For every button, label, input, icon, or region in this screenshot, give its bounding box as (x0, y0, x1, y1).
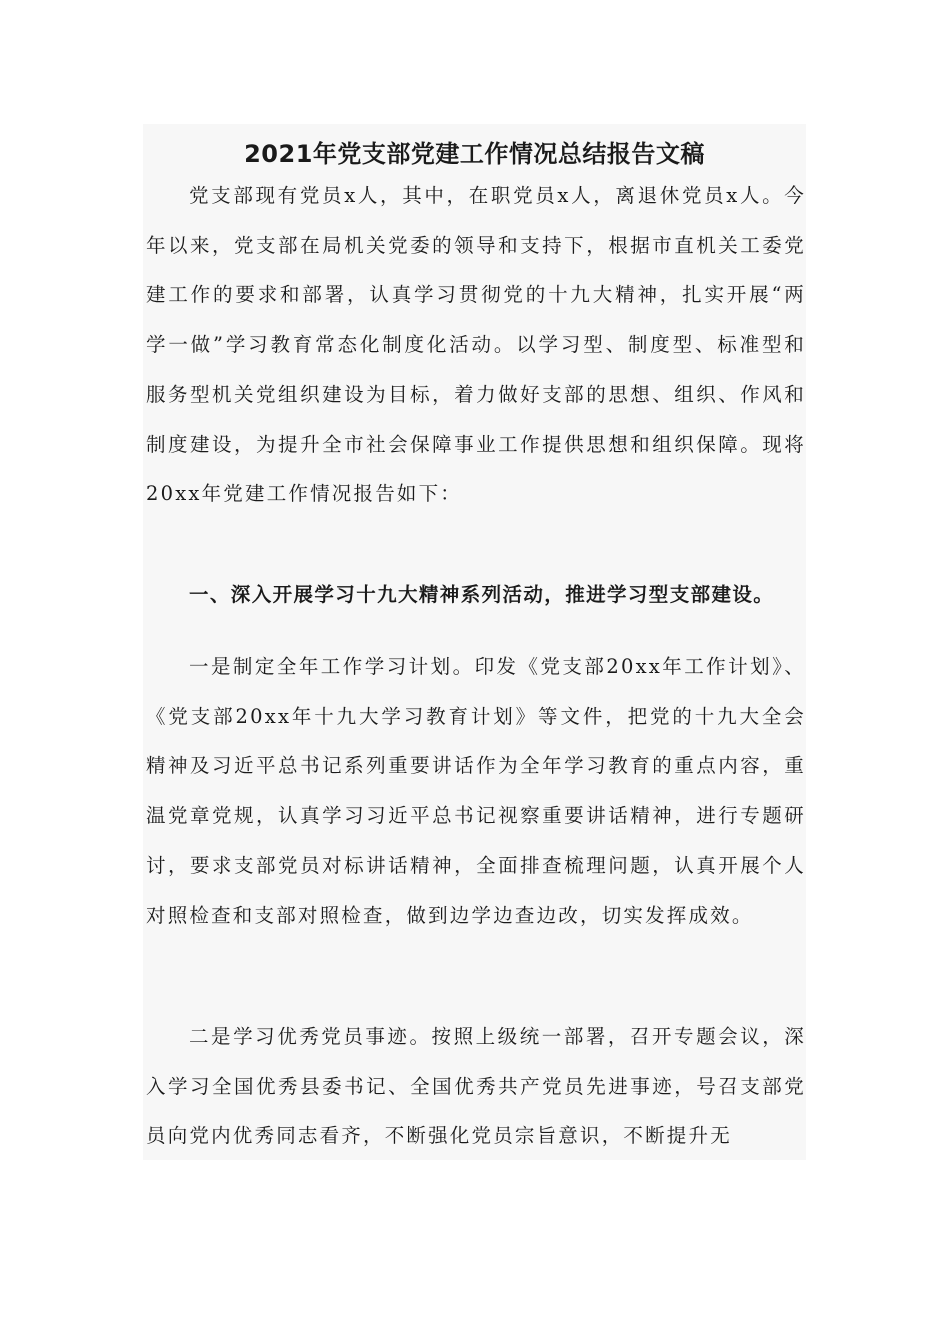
body-paragraph-1: 一是制定全年工作学习计划。印发《党支部20xx年工作计划》、《党支部20xx年十九大学习教育计划》等文件，把党的十九大全会精神及习近平总书记系列重要讲话作为全年学习教育的重点内容，重温党章党规，认真学习习近平总书记视察重要讲话精神，进行专题研讨，要求支部党员对标讲话精神，全面排查梳理问题，认真开展个人对照检查和支部对照检查，做到边学边查边改，切实发挥成效。 (146, 655, 806, 927)
body-paragraph-2: 二是学习优秀党员事迹。按照上级统一部署，召开专题会议，深入学习全国优秀县委书记、全国优秀共产党员先进事迹，号召支部党员向党内优秀同志看齐，不断强化党员宗旨意识，不断提升无 (146, 1025, 806, 1148)
intro-paragraph: 党支部现有党员x人，其中，在职党员x人，离退休党员x人。今年以来，党支部在局机关党委的领导和支持下，根据市直机关工委党建工作的要求和部署，认真学习贯彻党的十九大精神，扎实开展“两学一做”学习教育常态化制度化活动。以学习型、制度型、标准型和服务型机关党组织建设为目标，着力做好支部的思想、组织、作风和制度建设，为提升全市社会保障事业工作提供思想和组织保障。现将20xx年党建工作情况报告如下： (146, 184, 806, 506)
document-title: 2021年党支部党建工作情况总结报告文稿 (244, 140, 705, 168)
section-heading: 一、深入开展学习十九大精神系列活动，推进学习型支部建设。 (189, 583, 775, 606)
